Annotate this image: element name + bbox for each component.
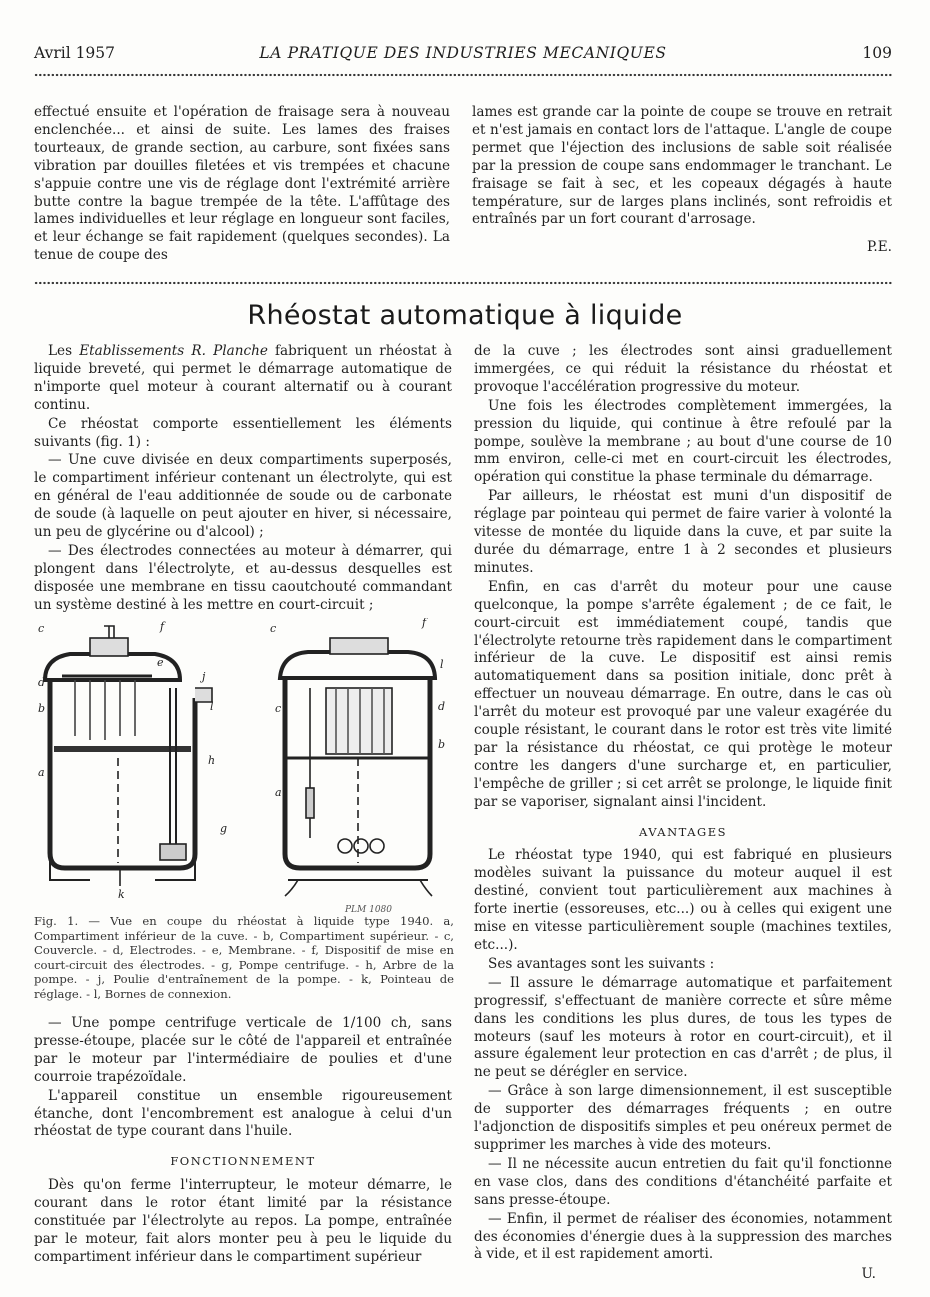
paragraph-appareil: L'appareil constitue un ensemble rigoureusement étanche, dont l'encombrement est analogue à celui d'un rhéostat de type courant dans l'huile. xyxy=(34,1087,452,1140)
paragraph-immersion: de la cuve ; les électrodes sont ainsi graduellement immergées, ce qui réduit la résistance du rhéostat et provoque l'accélération progressive du moteur. xyxy=(474,343,892,395)
paragraph-arret: Enfin, en cas d'arrêt du moteur pour une cause quelconque, la pompe s'arrête également ; de ce fait, le court-circuit est immédiatement coupé, tandis que l'électrolyte retourne très rapidement dans le compartiment inférieur de la cuve. Le dispositif est ainsi remis automatiquement dans sa position initiale, donc prêt à effectuer un nouveau démarrage. En outre, dans le cas où l'arrêt du moteur est provoqué par une valeur exagérée du couple résistant, le courant dans le rotor est très vite limité par la résistance du rhéostat, ce qui protège le moteur contre les dangers d'une surcharge et, en particulier, l'empêche de griller ; si cet arrêt se prolonge, le liquide finit par se vaporiser, signalant ainsi l'incident. xyxy=(474,578,892,810)
article-left-column-upper xyxy=(34,343,452,616)
paragraph-avantage-4: — Enfin, il permet de réaliser des économies, notamment des économies d'énergie dues à la suppression des marches à vide, et il est rapidement amorti. xyxy=(474,1210,892,1263)
svg-text:j: j xyxy=(202,670,206,683)
svg-text:c: c xyxy=(270,622,277,635)
journal-title: LA PRATIQUE DES INDUSTRIES MECANIQUES xyxy=(259,44,667,62)
paragraph-pompe: — Une pompe centrifuge verticale de 1/100 ch, sans presse-étoupe, placée sur le côté de l'appareil et entraînée par le moteur par l'intermédiaire de poulies et d'une courroie trapézoïdale. xyxy=(34,1015,452,1085)
paragraph-demarrage: Dès qu'on ferme l'interrupteur, le moteur démarre, le courant dans le rotor étant limité par la résistance constituée par l'électrolyte au repos. La pompe, entraînée par le moteur, fait alors monter peu à peu le liquide du compartiment inférieur dans le compartiment supérieur xyxy=(34,1177,452,1265)
prev-article-right-text: lames est grande car la pointe de coupe se trouve en retrait et n'est jamais en contact lors de l'attaque. L'angle de coupe permet que l'éjection des inclusions de sable soit réalisée par la pression de coupe sans endommager le tranchant. Le fraisage se fait à sec, et les copeaux dégagés à haute température, sur de larges plans inclinés, sont refroidis et entraînés par un fort courant d'arrosage. xyxy=(472,104,892,228)
company-name: Etablissements R. Planche xyxy=(79,343,268,359)
svg-text:f: f xyxy=(422,618,427,629)
intro-rest: fabriquent un rhéostat à liquide breveté, qui permet le démarrage automatique de n'importe quel moteur à courant alternatif ou à courant continu. xyxy=(34,343,453,413)
figure-caption: Fig. 1. — Vue en coupe du rhéostat à liquide type 1940. a, Compartiment inférieur de la cuve. - b, Compartiment supérieur. - c, Couvercle. - d, Electrodes. - e, Membrane. - f, Dispositif de mise en court-circuit des électrodes. - g, Pompe centrifuge. - h, Arbre de la pompe. - j, Poulie d'entraînement de la pompe. - k, Pointeau de réglage. - l, Bornes de connexion. xyxy=(34,914,454,1001)
figure-id: PLM 1080 xyxy=(345,905,393,915)
svg-text:a: a xyxy=(275,786,282,799)
article-signature: U. xyxy=(861,1266,876,1283)
svg-text:k: k xyxy=(118,888,125,901)
paragraph-reglage: Par ailleurs, le rhéostat est muni d'un dispositif de réglage par pointeau qui permet de faire varier à volonté la vitesse de montée du liquide dans la cuve, et par suite la durée du démarrage, entre 1 à 2 secondes et plusieurs minutes. xyxy=(474,488,892,576)
prev-article-right-column xyxy=(472,104,892,258)
article-right-column xyxy=(474,343,892,1285)
svg-text:d: d xyxy=(38,676,46,689)
paragraph-avantage-3: — Il ne nécessite aucun entretien du fait qu'il fonctionne en vase clos, dans des conditions d'étanchéité parfaite et sans presse-étoupe. xyxy=(474,1155,892,1208)
svg-text:e: e xyxy=(157,656,164,669)
svg-text:l: l xyxy=(210,700,214,713)
paragraph-avantage-1: — Il assure le démarrage automatique et parfaitement progressif, s'effectuant de manière correcte et sûre même dans les conditions les plus dures, de tous les types de moteurs (sauf les moteurs à rotor en court-circuit), et il assure également leur protection en cas d'arrêt ; de plus, il ne peut se dérégler en service. xyxy=(474,974,892,1081)
paragraph-avantages-intro: Ses avantages sont les suivants : xyxy=(488,955,715,972)
paragraph-membrane: Une fois les électrodes complètement immergées, la pression du liquide, qui continue à être refoulé par la pompe, soulève la membrane ; au bout d'une course de 10 mm environ, celle-ci met en court-circuit les électrodes, opération qui constitue la phase terminale du démarrage. xyxy=(474,397,892,486)
prev-article-signature: P.E. xyxy=(867,239,892,256)
svg-text:d: d xyxy=(438,700,446,713)
svg-text:a: a xyxy=(38,766,45,779)
page-number: 109 xyxy=(862,44,892,62)
prev-article-left-text: effectué ensuite et l'opération de fraisage sera à nouveau enclenchée... et ainsi de suite. Les lames des fraises tourteaux, de grande section, au carbure, sont fixées sans vibration par douilles filetées et vis trempées et chacune s'appuie contre une vis de réglage dont l'extrémité arrière butte contre la bague trempée de la tête. L'affûtage des lames individuelles et leur réglage en longueur sont faciles, et leur échange se fait rapidement (quelques secondes). La tenue de coupe des xyxy=(34,104,450,264)
paragraph-type-1940: Le rhéostat type 1940, qui est fabriqué en plusieurs modèles suivant la puissance du moteur auquel il est destiné, convient tout particulièrement aux machines à forte inertie (essoreuses, etc...) ou à celles qui exigent une mise en vitesse particulièrement souple (machines textiles, etc...). xyxy=(474,847,892,953)
intro-paragraph xyxy=(34,343,452,415)
svg-text:c: c xyxy=(275,702,282,715)
paragraph-elements: Ce rhéostat comporte essentiellement les éléments suivants (fig. 1) : xyxy=(34,415,452,450)
svg-text:b: b xyxy=(38,702,46,715)
rheostat-cross-section-figure xyxy=(30,618,458,918)
dotted-rule-top xyxy=(34,73,892,77)
svg-text:b: b xyxy=(438,738,446,751)
dotted-rule-middle xyxy=(34,281,892,285)
issue-date: Avril 1957 xyxy=(34,44,116,62)
section-heading-avantages: AVANTAGES xyxy=(639,824,727,839)
svg-text:f: f xyxy=(160,620,165,633)
paragraph-electrodes: — Des électrodes connectées au moteur à démarrer, qui plongent dans l'électrolyte, et au-dessus desquelles est disposée une membrane en tissu caoutchouté commandant un système destiné à les mettre en court-circuit ; xyxy=(34,542,452,613)
svg-text:c: c xyxy=(38,622,45,635)
running-header xyxy=(34,44,892,66)
section-heading-fonctionnement: FONCTIONNEMENT xyxy=(170,1154,316,1169)
svg-text:h: h xyxy=(208,754,216,767)
svg-text:g: g xyxy=(220,822,228,835)
prev-article-left-column xyxy=(34,104,450,266)
paragraph-cuve: — Une cuve divisée en deux compartiments superposés, le compartiment inférieur contenant un électrolyte, qui est en général de l'eau additionnée de soude ou de carbonate de soude (à laquelle on peut ajouter en hiver, si nécessaire, un peu de glycérine ou d'alcool) ; xyxy=(34,452,452,541)
svg-text:l: l xyxy=(440,658,444,671)
intro-prefix: Les xyxy=(48,343,80,359)
article-title: Rhéostat automatique à liquide xyxy=(247,300,683,331)
paragraph-avantage-2: — Grâce à son large dimensionnement, il est susceptible de supporter des démarrages fréquents ; en outre l'adjonction de dispositifs simples et peu onéreux permet de supprimer les marches à vide des moteurs. xyxy=(474,1083,892,1153)
article-left-column-lower xyxy=(34,1015,452,1268)
